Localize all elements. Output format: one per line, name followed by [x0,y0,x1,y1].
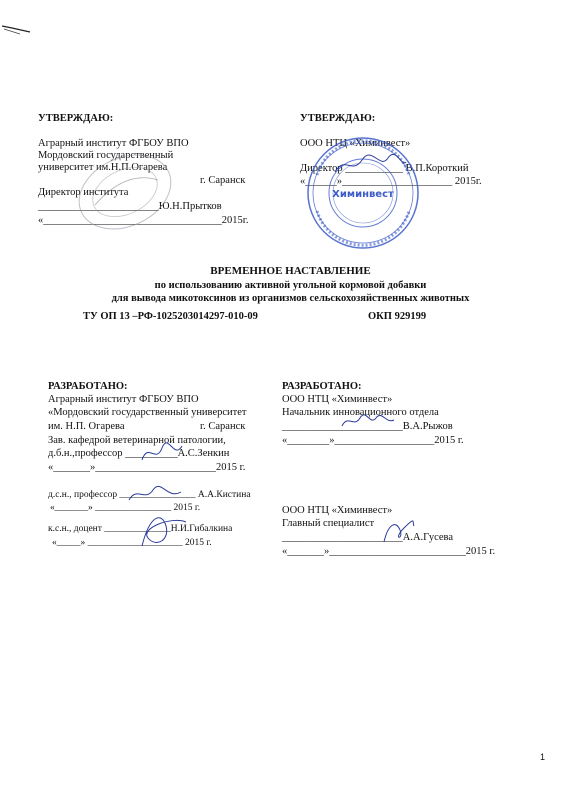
doc-subtitle-line3: для вывода микотоксинов из организмов сельскохозяйственных животных [111,293,470,304]
developed-left-position-line1: Зав. кафедрой ветеринарной патологии, [48,435,226,446]
approve-left-position: Директор института [38,187,129,198]
developed-right-org2: ООО НТЦ «Химинвест» [282,505,393,516]
approve-left-org-line2: Мордовский государственный [38,150,174,161]
approve-left-signature-line: _______________________Ю.Н.Прытков [38,201,222,212]
developed-left-city: г. Саранск [200,421,246,432]
developed-right-heading: РАЗРАБОТАНО: [282,381,362,392]
page-number: 1 [540,752,546,762]
tu-number: ТУ ОП 13 –РФ-1025203014297-010-09 [83,311,258,322]
doc-subtitle-line2: по использованию активной угольной кормовой добавки [154,280,427,291]
gibalkina-signature [132,508,192,552]
developed-left-org-line3: им. Н.П. Огарева [48,421,125,432]
doc-title: ВРЕМЕННОЕ НАСТАВЛЕНИЕ [210,265,371,277]
developed-left-heading: РАЗРАБОТАНО: [48,381,128,392]
guseva-signature [378,516,418,546]
approve-right-signature-line: Директор ___________ В.П.Короткий [300,163,469,174]
kistina-date-line: «_______» ________________ 2015 г. [50,503,201,513]
gibalkina-line: к.с.н., доцент ______________Н.И.Гибалкина [48,524,233,534]
approve-left-city: г. Саранск [200,175,246,186]
approve-left-date-line: «__________________________________2015г. [38,215,249,226]
developed-left-position-line2: д.б.н.,профессор __________А.С.Зенкин [48,448,230,459]
developed-right-position: Начальник инновационного отдела [282,407,439,418]
svg-text:Химинвест: Химинвест [332,189,394,200]
developed-right-org: ООО НТЦ «Химинвест» [282,394,393,405]
approve-right-date-line: «______»_____________________ 2015г. [300,176,482,187]
developed-right-date-line2: «_______»__________________________2015 г. [282,546,496,557]
director-signature [330,150,410,180]
okp-number: ОКП 929199 [368,311,427,322]
developed-right-signature-line: _______________________В.А.Рыжов [282,421,453,432]
zenkin-signature [138,440,188,466]
developed-right-signature-line2: _______________________А.А.Гусева [282,532,454,543]
kistina-signature [125,484,185,506]
approve-left-org-line3: университет им.Н.П.Огарева [38,162,168,173]
kistina-line: д.с.н., профессор ________________ А.А.Кистина [48,490,251,500]
developed-left-date-line: «_______»_______________________2015 г. [48,462,246,473]
developed-left-org-line2: «Мордовский государственный университет [48,407,247,418]
developed-right-date-line: «________»___________________2015 г. [282,435,464,446]
ryzhov-signature [338,412,398,432]
corner-scan-mark [0,20,40,40]
approve-right-org: ООО НТЦ «Химинвест» [300,138,411,149]
left-seal-stamp [70,150,180,230]
developed-left-org-line1: Аграрный институт ФГБОУ ВПО [48,394,199,405]
gibalkina-date-line: «_____» ____________________ 2015 г. [52,538,212,548]
approve-left-heading: УТВЕРЖДАЮ: [38,113,114,124]
developed-right-position2: Главный специалист [282,518,375,529]
approve-left-org-line1: Аграрный институт ФГБОУ ВПО [38,138,189,149]
approve-right-heading: УТВЕРЖДАЮ: [300,113,376,124]
